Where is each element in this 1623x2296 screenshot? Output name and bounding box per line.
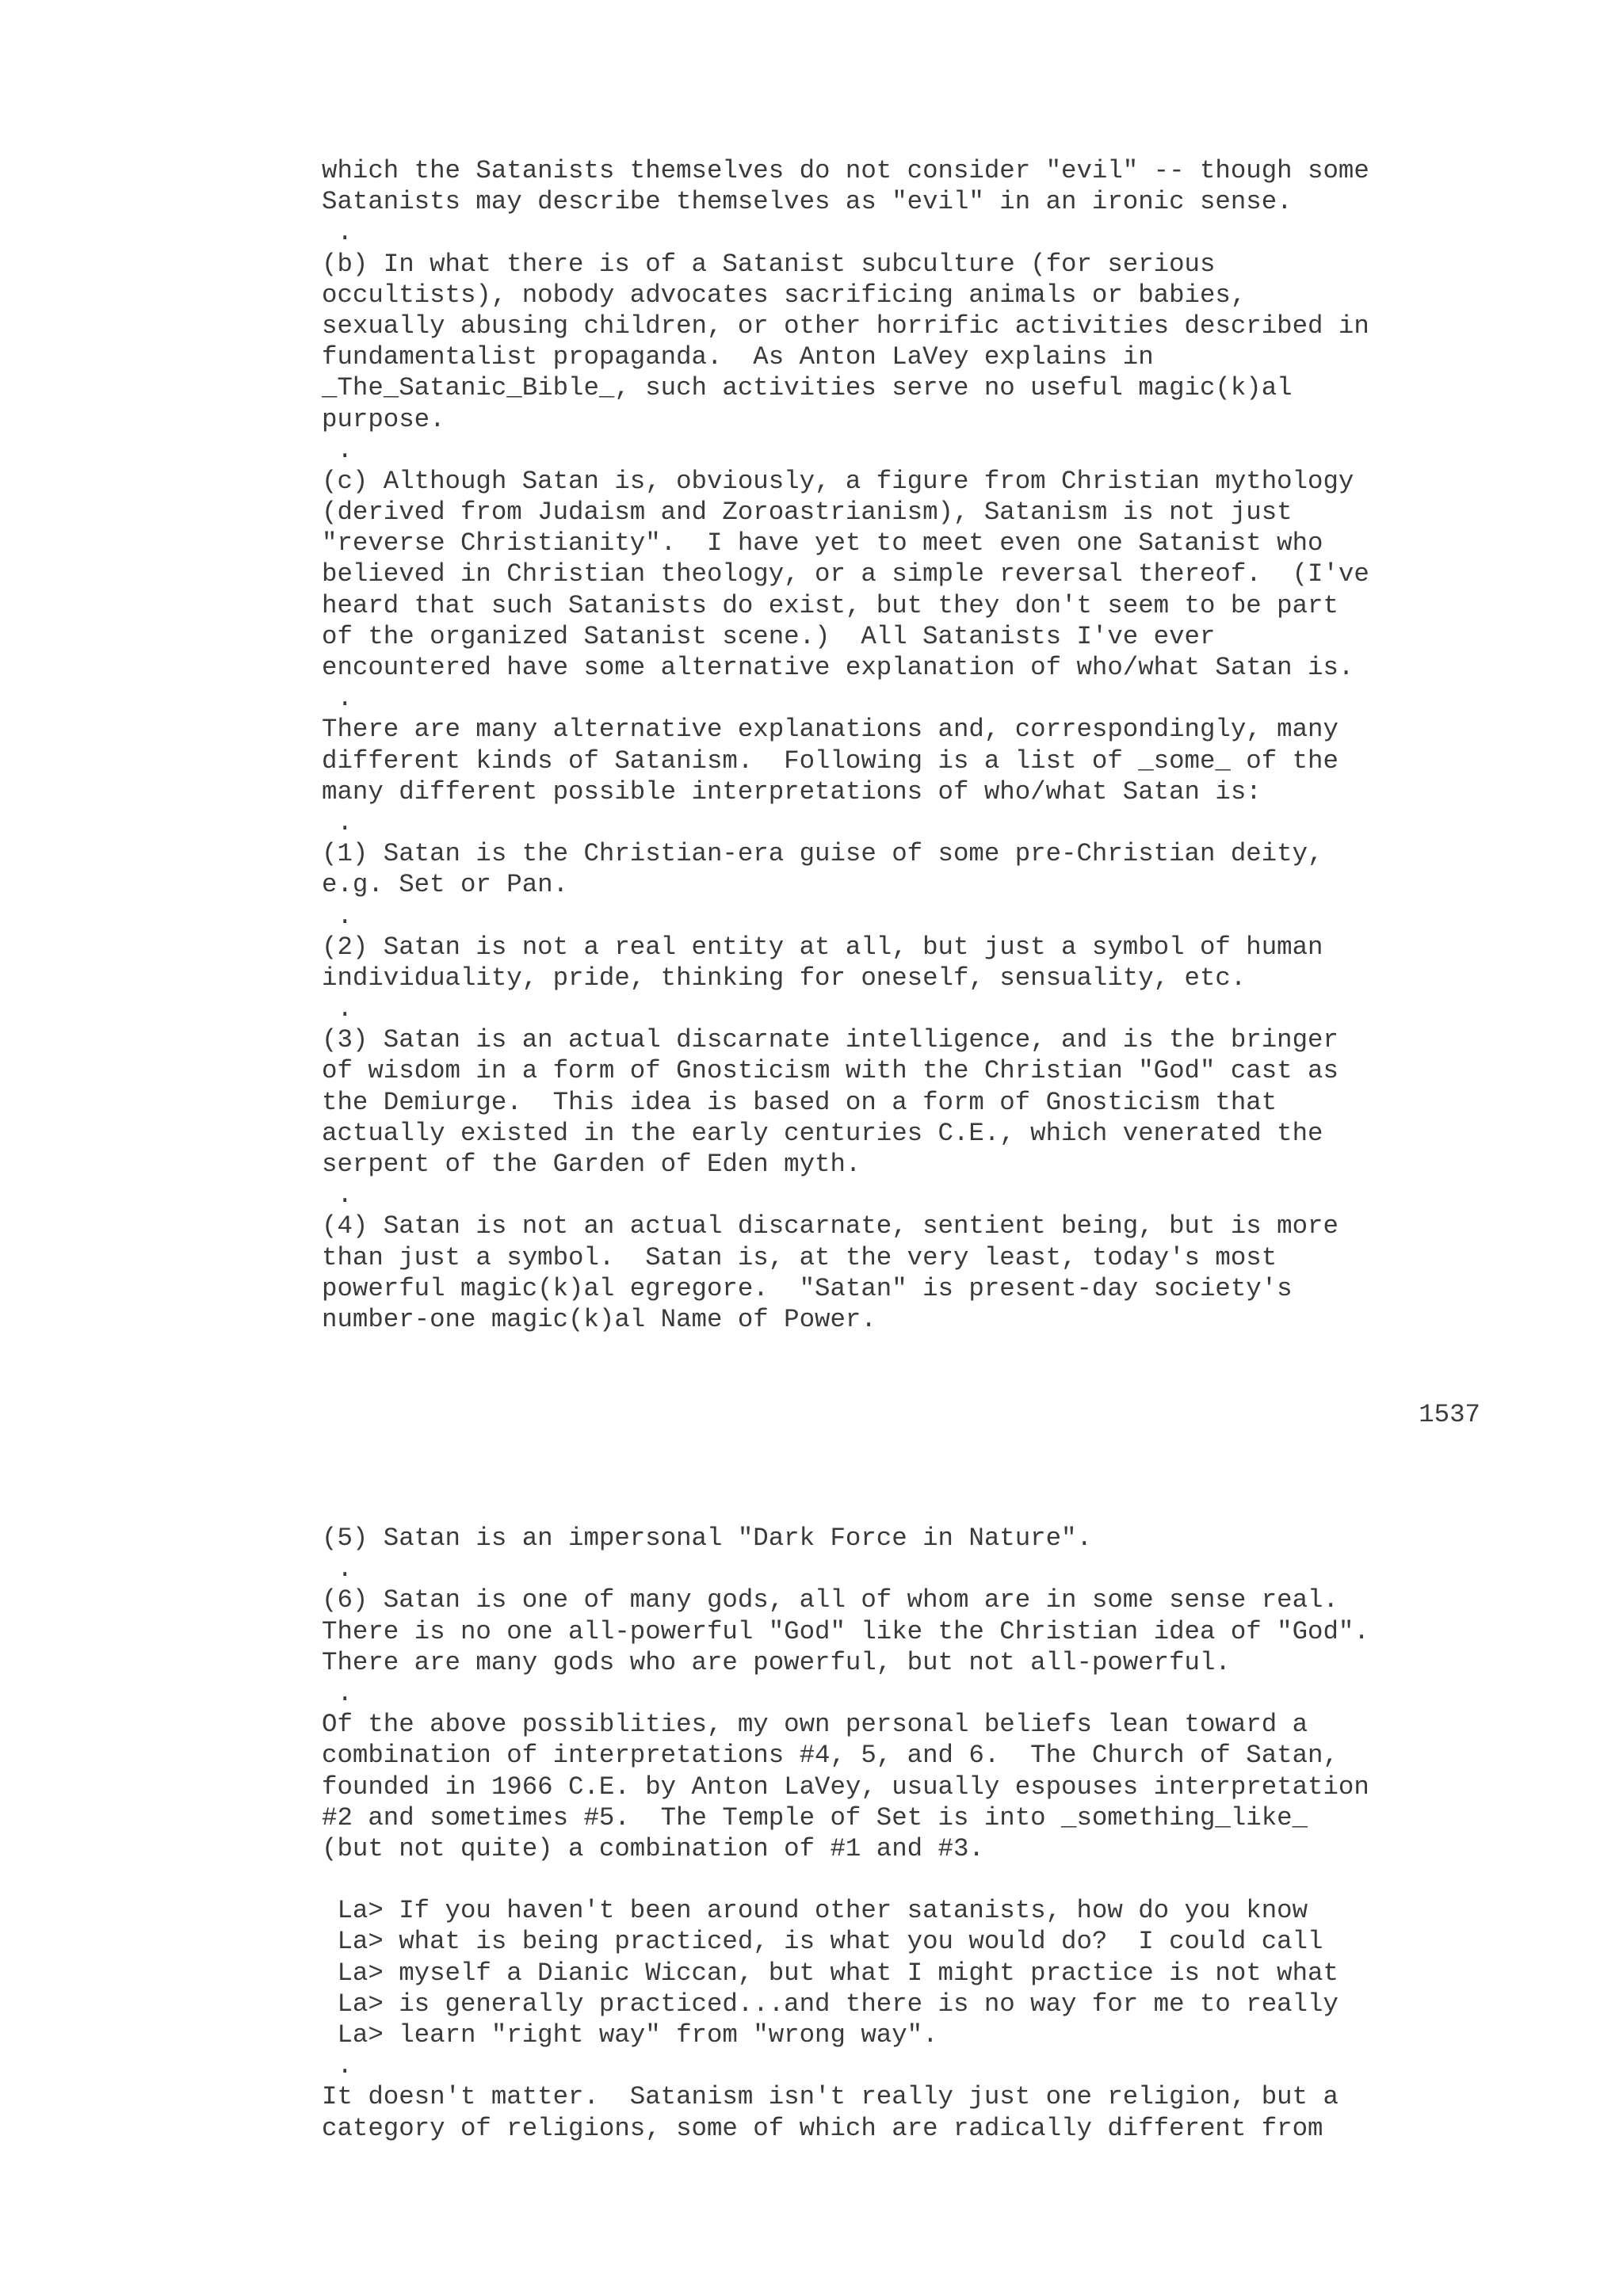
text-line: which the Satanists themselves do not consider "evil" -- though some xyxy=(322,156,1369,185)
text-line: individuality, pride, thinking for oneself, sensuality, etc. xyxy=(322,963,1247,993)
text-line: (6) Satan is one of many gods, all of whom are in some sense real. xyxy=(322,1585,1338,1615)
text-line: . xyxy=(322,1554,353,1585)
page-number: 1537 xyxy=(1419,1400,1480,1429)
text-line: founded in 1966 C.E. by Anton LaVey, usually espouses interpretation xyxy=(322,1772,1369,1802)
text-line: fundamentalist propaganda. As Anton LaVey explains in xyxy=(322,342,1154,372)
text-line: combination of interpretations #4, 5, and 6. The Church of Satan, xyxy=(322,1741,1338,1771)
text-line: (derived from Judaism and Zoroastrianism), Satanism is not just xyxy=(322,498,1293,528)
text-line: (1) Satan is the Christian-era guise of some pre-Christian deity, xyxy=(322,839,1323,869)
page-1-text xyxy=(322,155,1542,1335)
text-line: . xyxy=(322,1678,353,1708)
text-line: actually existed in the early centuries C.E., which venerated the xyxy=(322,1118,1323,1148)
text-line: . xyxy=(322,684,353,714)
text-line: La> what is being practiced, is what you would do? I could call xyxy=(322,1927,1323,1957)
text-line: It doesn't matter. Satanism isn't really just one religion, but a xyxy=(322,2082,1338,2112)
text-line: There is no one all-powerful "God" like the Christian idea of "God". xyxy=(322,1616,1369,1646)
text-line: serpent of the Garden of Eden myth. xyxy=(322,1150,861,1179)
text-line: Of the above possiblities, my own personal beliefs lean toward a xyxy=(322,1710,1308,1740)
text-line: than just a symbol. Satan is, at the very least, today's most xyxy=(322,1242,1277,1272)
text-line: heard that such Satanists do exist, but they don't seem to be part xyxy=(322,590,1338,620)
text-line: many different possible interpretations of who/what Satan is: xyxy=(322,776,1262,807)
text-line: number-one magic(k)al Name of Power. xyxy=(322,1304,876,1334)
text-line: (4) Satan is not an actual discarnate, sentient being, but is more xyxy=(322,1211,1338,1241)
text-line: (but not quite) a combination of #1 and #3. xyxy=(322,1833,984,1863)
text-line: . xyxy=(322,218,353,248)
text-line: occultists), nobody advocates sacrificing animals or babies, xyxy=(322,280,1247,310)
text-line: of the organized Satanist scene.) All Satanists I've ever xyxy=(322,621,1216,651)
text-line: of wisdom in a form of Gnosticism with the Christian "God" cast as xyxy=(322,1056,1338,1086)
text-line: believed in Christian theology, or a simple reversal thereof. (I've xyxy=(322,559,1369,589)
text-line: . xyxy=(322,2051,353,2081)
text-line: . xyxy=(322,435,353,465)
text-line: La> learn "right way" from "wrong way". xyxy=(322,2020,938,2050)
text-line: the Demiurge. This idea is based on a form of Gnosticism that xyxy=(322,1087,1277,1117)
page-2-text xyxy=(322,1523,1542,2144)
text-line: e.g. Set or Pan. xyxy=(322,870,569,900)
text-line: La> If you haven't been around other satanists, how do you know xyxy=(322,1896,1308,1926)
text-line: La> myself a Dianic Wiccan, but what I might practice is not what xyxy=(322,1958,1338,1988)
text-line: There are many gods who are powerful, but not all-powerful. xyxy=(322,1647,1231,1677)
text-line: (2) Satan is not a real entity at all, but just a symbol of human xyxy=(322,932,1323,962)
text-line: category of religions, some of which are radically different from xyxy=(322,2113,1323,2143)
text-line: (c) Although Satan is, obviously, a figure from Christian mythology xyxy=(322,466,1354,496)
text-line: #2 and sometimes #5. The Temple of Set is into _something_like_ xyxy=(322,1802,1308,1833)
text-line: Satanists may describe themselves as "evil" in an ironic sense. xyxy=(322,187,1293,217)
text-line: _The_Satanic_Bible_, such activities serve no useful magic(k)al xyxy=(322,373,1293,403)
text-line: powerful magic(k)al egregore. "Satan" is present-day society's xyxy=(322,1273,1293,1303)
text-line: "reverse Christianity". I have yet to meet even one Satanist who xyxy=(322,528,1323,559)
text-line: . xyxy=(322,901,353,931)
text-line: . xyxy=(322,1180,353,1211)
text-line: (3) Satan is an actual discarnate intelligence, and is the bringer xyxy=(322,1025,1338,1055)
text-line: There are many alternative explanations and, correspondingly, many xyxy=(322,715,1338,745)
text-line: . xyxy=(322,994,353,1024)
text-line xyxy=(322,1864,1542,1895)
text-line: . xyxy=(322,807,353,837)
text-line: purpose. xyxy=(322,404,445,434)
text-line: (5) Satan is an impersonal "Dark Force in Nature". xyxy=(322,1524,1092,1553)
text-line: (b) In what there is of a Satanist subculture (for serious xyxy=(322,249,1216,279)
text-line: La> is generally practiced...and there is no way for me to really xyxy=(322,1989,1338,2019)
text-line: different kinds of Satanism. Following is a list of _some_ of the xyxy=(322,746,1338,776)
text-line: sexually abusing children, or other horrific activities described in xyxy=(322,311,1369,341)
text-line: encountered have some alternative explanation of who/what Satan is. xyxy=(322,653,1354,682)
